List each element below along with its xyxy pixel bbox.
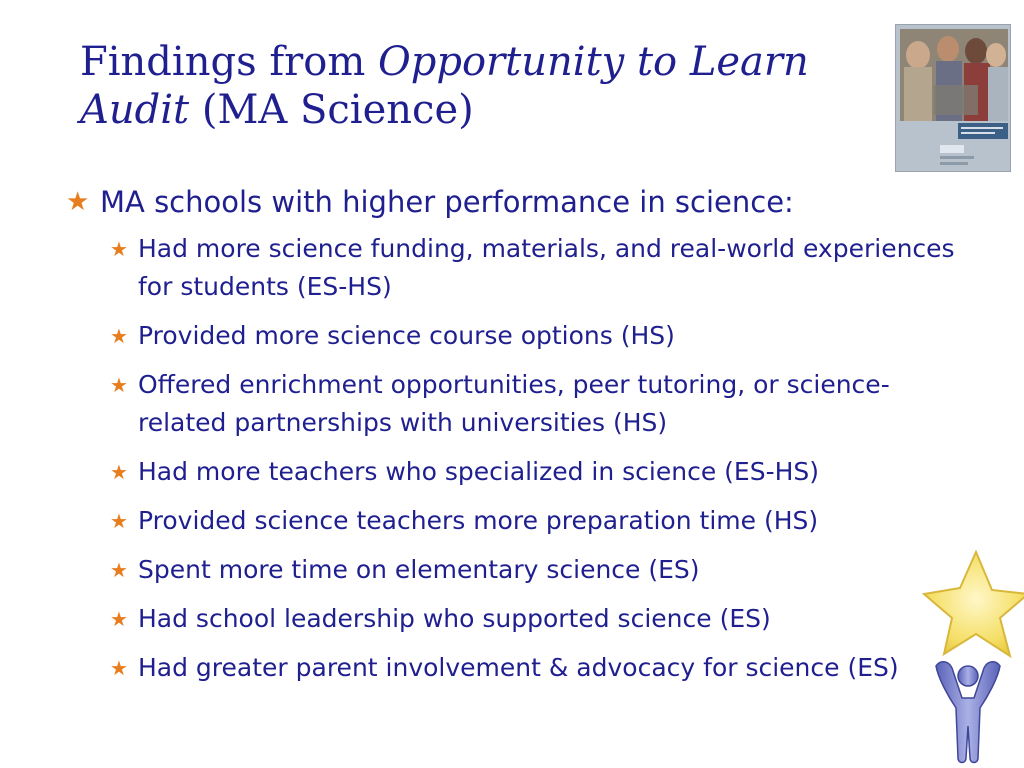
star-bullet-icon: ★ <box>110 460 128 484</box>
report-cover-graphic <box>896 25 1011 172</box>
person-holding-star-icon <box>918 548 1024 768</box>
list-item <box>110 551 966 589</box>
list-item <box>110 366 966 442</box>
list-item-text: Provided science teachers more preparation time (HS) <box>138 506 819 535</box>
star-bullet-icon: ★ <box>66 187 90 217</box>
person-holding-star-graphic <box>918 548 1024 768</box>
report-cover-image <box>895 24 1011 172</box>
list-item-text: Had more teachers who specialized in science (ES-HS) <box>138 457 820 486</box>
list-item-text: Had school leadership who supported science (ES) <box>138 604 771 633</box>
list-item-text: Offered enrichment opportunities, peer tutoring, or science-related partnerships with universities (HS) <box>138 370 890 437</box>
list-item-text: Had greater parent involvement & advocacy for science (ES) <box>138 653 899 682</box>
list-item-text: Spent more time on elementary science (ES) <box>138 555 700 584</box>
title-part2: (MA Science) <box>189 87 474 133</box>
list-item <box>110 317 966 355</box>
main-bullet <box>66 182 966 687</box>
title-part1: Findings from <box>80 39 378 85</box>
bullet-list <box>66 182 966 698</box>
list-item <box>110 453 966 491</box>
star-bullet-icon: ★ <box>110 509 128 533</box>
slide-title <box>80 38 860 134</box>
list-item-text: Had more science funding, materials, and real-world experiences for students (ES-HS) <box>138 234 955 301</box>
list-item <box>110 649 966 687</box>
list-item <box>110 600 966 638</box>
star-bullet-icon: ★ <box>110 373 128 397</box>
list-item <box>110 502 966 540</box>
list-item <box>110 230 966 306</box>
star-bullet-icon: ★ <box>110 656 128 680</box>
star-bullet-icon: ★ <box>110 558 128 582</box>
star-bullet-icon: ★ <box>110 607 128 631</box>
main-bullet-text: MA schools with higher performance in science: <box>100 185 794 219</box>
star-bullet-icon: ★ <box>110 324 128 348</box>
title-italic: Opportunity to Learn Audit <box>80 39 809 133</box>
list-item-text: Provided more science course options (HS) <box>138 321 675 350</box>
star-bullet-icon: ★ <box>110 237 128 261</box>
sub-bullet-list <box>100 230 966 687</box>
